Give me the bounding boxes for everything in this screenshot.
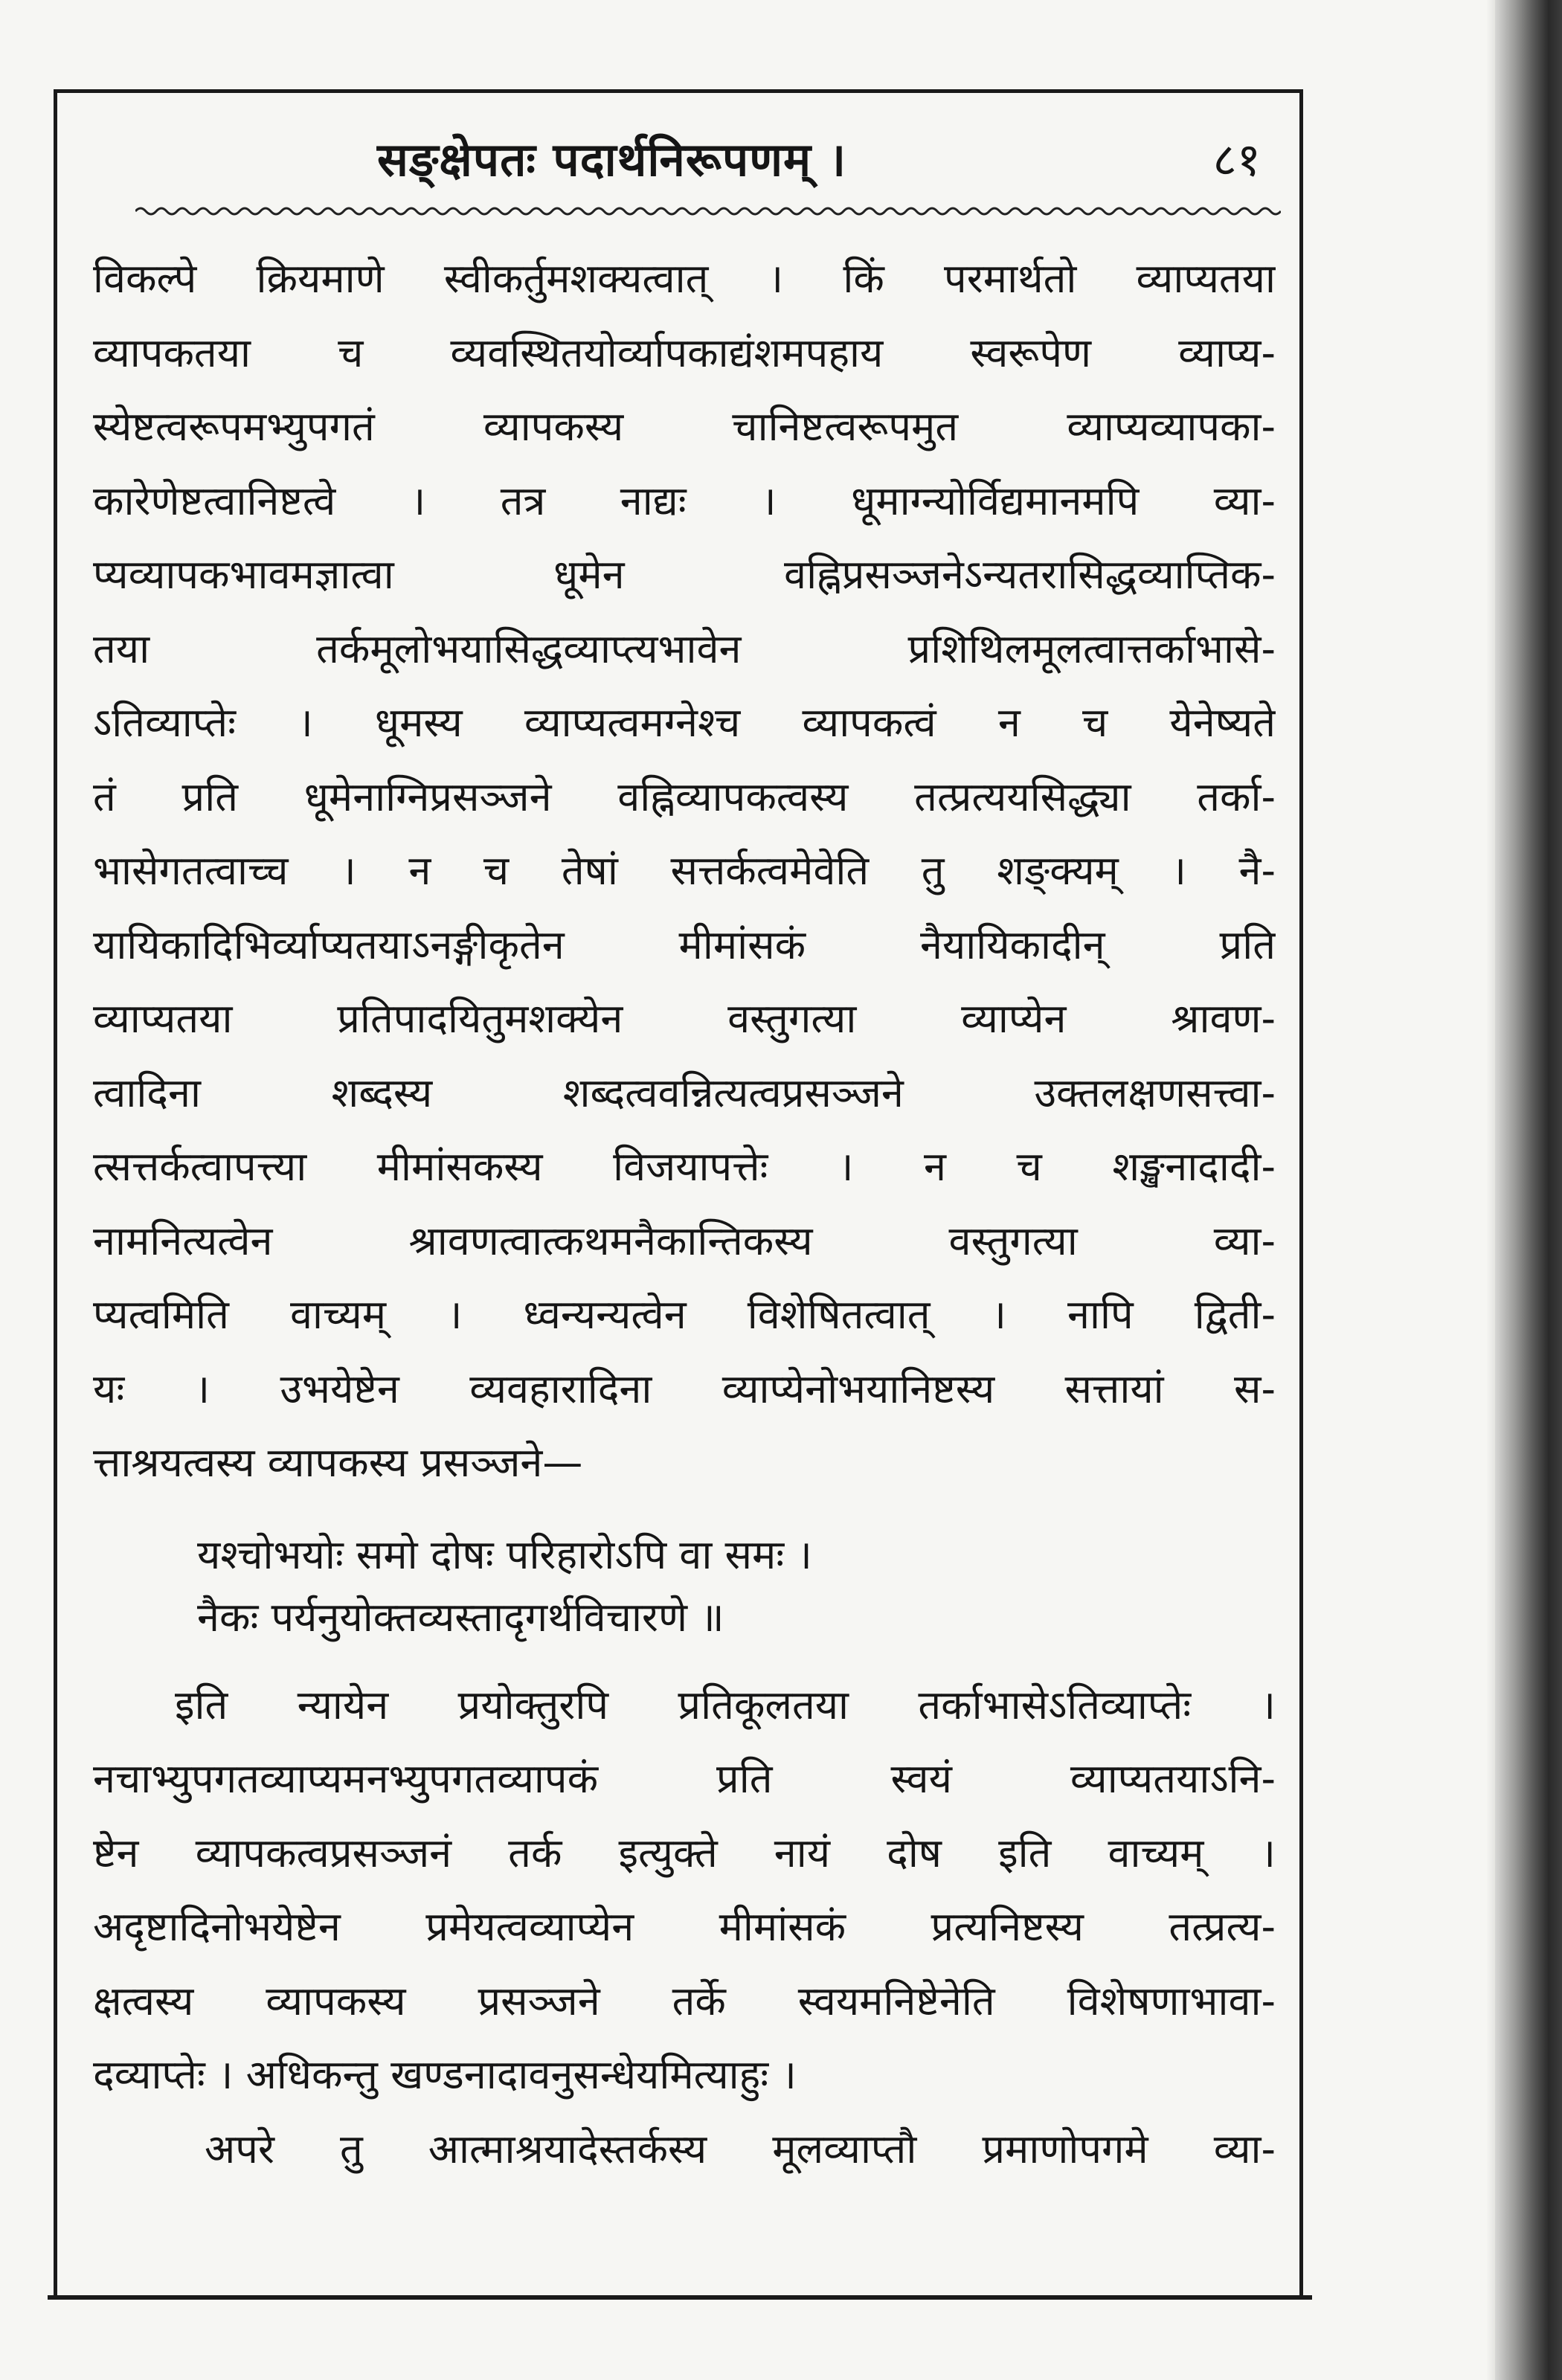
text-line: ष्टेन व्यापकत्वप्रसञ्जनं तर्क इत्युक्ते नायं दोष इति वाच्यम् । <box>93 1829 1276 1876</box>
scan-edge-shadow <box>1495 0 1562 2380</box>
text-line: इति न्यायेन प्रयोक्तुरपि प्रतिकूलतया तर्काभासेऽतिव्याप्तेः । <box>175 1681 1276 1728</box>
text-line: अदृष्टादिनोभयेष्टेन प्रमेयत्वव्याप्येन मीमांसकं प्रत्यनिष्टस्य तत्प्रत्य- <box>93 1903 1276 1950</box>
verse-line: यश्चोभयोः समो दोषः परिहारोऽपि वा समः । <box>197 1531 812 1578</box>
text-line: भासेगतत्वाच्च । न च तेषां सत्तर्कत्वमेवेति तु शङ्क्यम् । नै- <box>93 847 1276 894</box>
text-line: दव्याप्तेः । अधिकन्तु खण्डनादावनुसन्धेयमित्याहुः । <box>93 2051 797 2098</box>
text-line: यायिकादिभिर्व्याप्यतयाऽनङ्गीकृतेन मीमांसकं नैयायिकादीन् प्रति <box>93 921 1276 968</box>
text-line: त्वादिना शब्दस्य शब्दत्ववन्नित्यत्वप्रसञ्जने उक्तलक्षणसत्त्वा- <box>93 1069 1276 1116</box>
verse-line: नैकः पर्यनुयोक्तव्यस्तादृगर्थविचारणे ॥ <box>197 1593 724 1641</box>
text-line: व्यापकतया च व्यवस्थितयोर्व्यापकाद्यंशमपहाय स्वरूपेण व्याप्य- <box>93 329 1276 376</box>
page-frame <box>54 89 1303 2298</box>
text-line: यः । उभयेष्टेन व्यवहारादिना व्याप्येनोभयानिष्टस्य सत्तायां स- <box>93 1365 1276 1412</box>
text-line: व्याप्यतया प्रतिपादयितुमशक्येन वस्तुगत्या व्याप्येन श्रावण- <box>93 995 1276 1042</box>
text-line: तं प्रति धूमेनाग्निप्रसञ्जने वह्निव्यापकत्वस्य तत्प्रत्ययसिद्ध्या तर्का- <box>93 773 1276 820</box>
text-line: तया तर्कमूलोभयासिद्धव्याप्त्यभावेन प्रशिथिलमूलत्वात्तर्काभासे- <box>93 625 1276 672</box>
verse-block <box>93 1524 1276 1649</box>
text-line: क्षत्वस्य व्यापकस्य प्रसञ्जने तर्के स्वयमनिष्टेनेति विशेषणाभावा- <box>93 1977 1276 2024</box>
page-number: ८१ <box>1212 132 1261 187</box>
wavy-rule-divider <box>135 203 1281 219</box>
text-line: त्सत्तर्कत्वापत्त्या मीमांसकस्य विजयापत्तेः । न च शङ्खनादादी- <box>93 1143 1276 1190</box>
body-text <box>93 242 1276 2186</box>
text-line: कारेणेष्टत्वानिष्टत्वे । तत्र नाद्यः । धूमाग्न्योर्विद्यमानमपि व्या- <box>93 477 1276 524</box>
running-title: सङ्क्षेपतः पदार्थनिरूपणम् । <box>377 132 847 187</box>
page-header <box>57 123 1299 205</box>
text-line: नचाभ्युपगतव्याप्यमनभ्युपगतव्यापकं प्रति स्वयं व्याप्यतयाऽनि- <box>93 1755 1276 1802</box>
text-line: विकल्पे क्रियमाणे स्वीकर्तुमशक्यत्वात् । किं परमार्थतो व्याप्यतया <box>93 255 1276 302</box>
text-line: प्यत्वमिति वाच्यम् । ध्वन्यन्यत्वेन विशेषितत्वात् । नापि द्विती- <box>93 1291 1276 1338</box>
text-line: अपरे तु आत्माश्रयादेस्तर्कस्य मूलव्याप्तौ प्रमाणोपगमे व्या- <box>205 2125 1276 2172</box>
text-line: ऽतिव्याप्तेः । धूमस्य व्याप्यत्वमग्नेश्च व्यापकत्वं न च येनेष्यते <box>93 699 1276 746</box>
prose-block-2 <box>93 1668 1276 2187</box>
prose-block-1 <box>93 242 1276 1500</box>
scan-edge-gradient <box>1486 0 1495 2380</box>
bottom-rule <box>48 2295 1312 2300</box>
text-line: नामनित्यत्वेन श्रावणत्वात्कथमनैकान्तिकस्य वस्तुगत्या व्या- <box>93 1217 1276 1264</box>
text-line: त्ताश्रयत्वस्य व्यापकस्य प्रसञ्जने— <box>93 1439 583 1486</box>
text-line: प्यव्यापकभावमज्ञात्वा धूमेन वह्निप्रसञ्जनेऽन्यतरासिद्धव्याप्तिक- <box>93 551 1276 598</box>
text-line: स्येष्टत्वरूपमभ्युपगतं व्यापकस्य चानिष्टत्वरूपमुत व्याप्यव्यापका- <box>93 403 1276 450</box>
